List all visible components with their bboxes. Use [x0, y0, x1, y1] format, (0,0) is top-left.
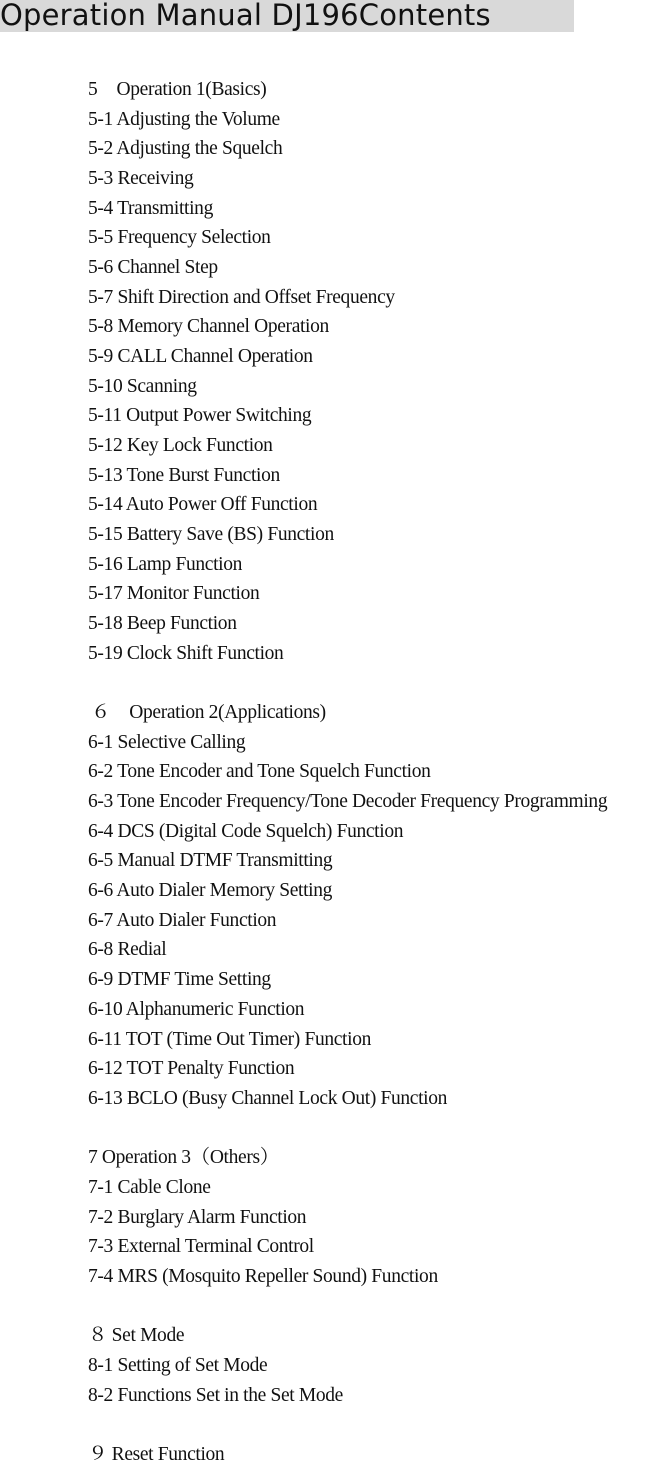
toc-item-5-11: 5-11 Output Power Switching	[88, 405, 312, 427]
toc-item-6-1: 6-1 Selective Calling	[88, 731, 246, 753]
toc-item-7-4: 7-4 MRS (Mosquito Repeller Sound) Function	[88, 1265, 438, 1287]
toc-item-8-1: 8-1 Setting of Set Mode	[88, 1354, 268, 1376]
toc-item-6-11: 6-11 TOT (Time Out Timer) Function	[88, 1028, 371, 1050]
toc-item-7-1: 7-1 Cable Clone	[88, 1176, 211, 1198]
toc-item-5-13: 5-13 Tone Burst Function	[88, 464, 280, 486]
toc-item-6-12: 6-12 TOT Penalty Function	[88, 1058, 295, 1080]
toc-item-5-18: 5-18 Beep Function	[88, 613, 237, 635]
toc-item-6-3: 6-3 Tone Encoder Frequency/Tone Decoder Frequency Programming	[88, 791, 608, 813]
toc-item-5-9: 5-9 CALL Channel Operation	[88, 346, 313, 368]
toc-item-5-14: 5-14 Auto Power Off Function	[88, 494, 318, 516]
toc-item-6-5: 6-5 Manual DTMF Transmitting	[88, 850, 333, 872]
toc-item-6-8: 6-8 Redial	[88, 939, 167, 961]
toc-item-5-16: 5-16 Lamp Function	[88, 553, 243, 575]
toc-item-5-6: 5-6 Channel Step	[88, 257, 218, 279]
toc-item-5-8: 5-8 Memory Channel Operation	[88, 316, 329, 338]
toc-item-6-6: 6-6 Auto Dialer Memory Setting	[88, 880, 333, 902]
section-heading-5: 5 Operation 1(Basics)	[88, 79, 267, 100]
document-title: Operation Manual DJ196Contents	[0, 0, 491, 32]
toc-item-6-9: 6-9 DTMF Time Setting	[88, 969, 271, 991]
toc-item-6-7: 6-7 Auto Dialer Function	[88, 909, 277, 931]
section-spacer	[88, 668, 649, 698]
toc-item-6-10: 6-10 Alphanumeric Function	[88, 998, 305, 1020]
toc-item-5-2: 5-2 Adjusting the Squelch	[88, 138, 283, 160]
section-heading-6: ６ Operation 2(Applications)	[91, 702, 326, 724]
section-spacer	[88, 1292, 649, 1322]
toc-item-7-2: 7-2 Burglary Alarm Function	[88, 1206, 307, 1228]
toc-item-5-3: 5-3 Receiving	[88, 168, 194, 190]
toc-item-7-3: 7-3 External Terminal Control	[88, 1236, 314, 1258]
toc-item-5-17: 5-17 Monitor Function	[88, 583, 260, 605]
toc-item-5-19: 5-19 Clock Shift Function	[88, 642, 284, 664]
toc-item-5-7: 5-7 Shift Direction and Offset Frequency	[88, 286, 395, 308]
toc-item-6-2: 6-2 Tone Encoder and Tone Squelch Function	[88, 761, 431, 783]
section-heading-9: ９ Reset Function	[88, 1443, 225, 1465]
section-heading-8: ８ Set Mode	[88, 1325, 185, 1347]
toc-item-6-4: 6-4 DCS (Digital Code Squelch) Function	[88, 820, 404, 842]
toc-item-5-12: 5-12 Key Lock Function	[88, 435, 273, 457]
toc-item-8-2: 8-2 Functions Set in the Set Mode	[88, 1384, 343, 1406]
section-heading-7: 7 Operation 3（Others）	[88, 1147, 279, 1169]
toc-item-5-4: 5-4 Transmitting	[88, 197, 213, 219]
table-of-contents	[88, 75, 649, 1470]
toc-item-6-13: 6-13 BCLO (Busy Channel Lock Out) Function	[88, 1087, 448, 1109]
section-spacer	[88, 1114, 649, 1144]
section-spacer	[88, 1410, 649, 1440]
toc-item-5-10: 5-10 Scanning	[88, 375, 197, 397]
toc-item-5-1: 5-1 Adjusting the Volume	[88, 108, 280, 130]
toc-item-5-15: 5-15 Battery Save (BS) Function	[88, 524, 334, 546]
toc-item-5-5: 5-5 Frequency Selection	[88, 227, 271, 249]
